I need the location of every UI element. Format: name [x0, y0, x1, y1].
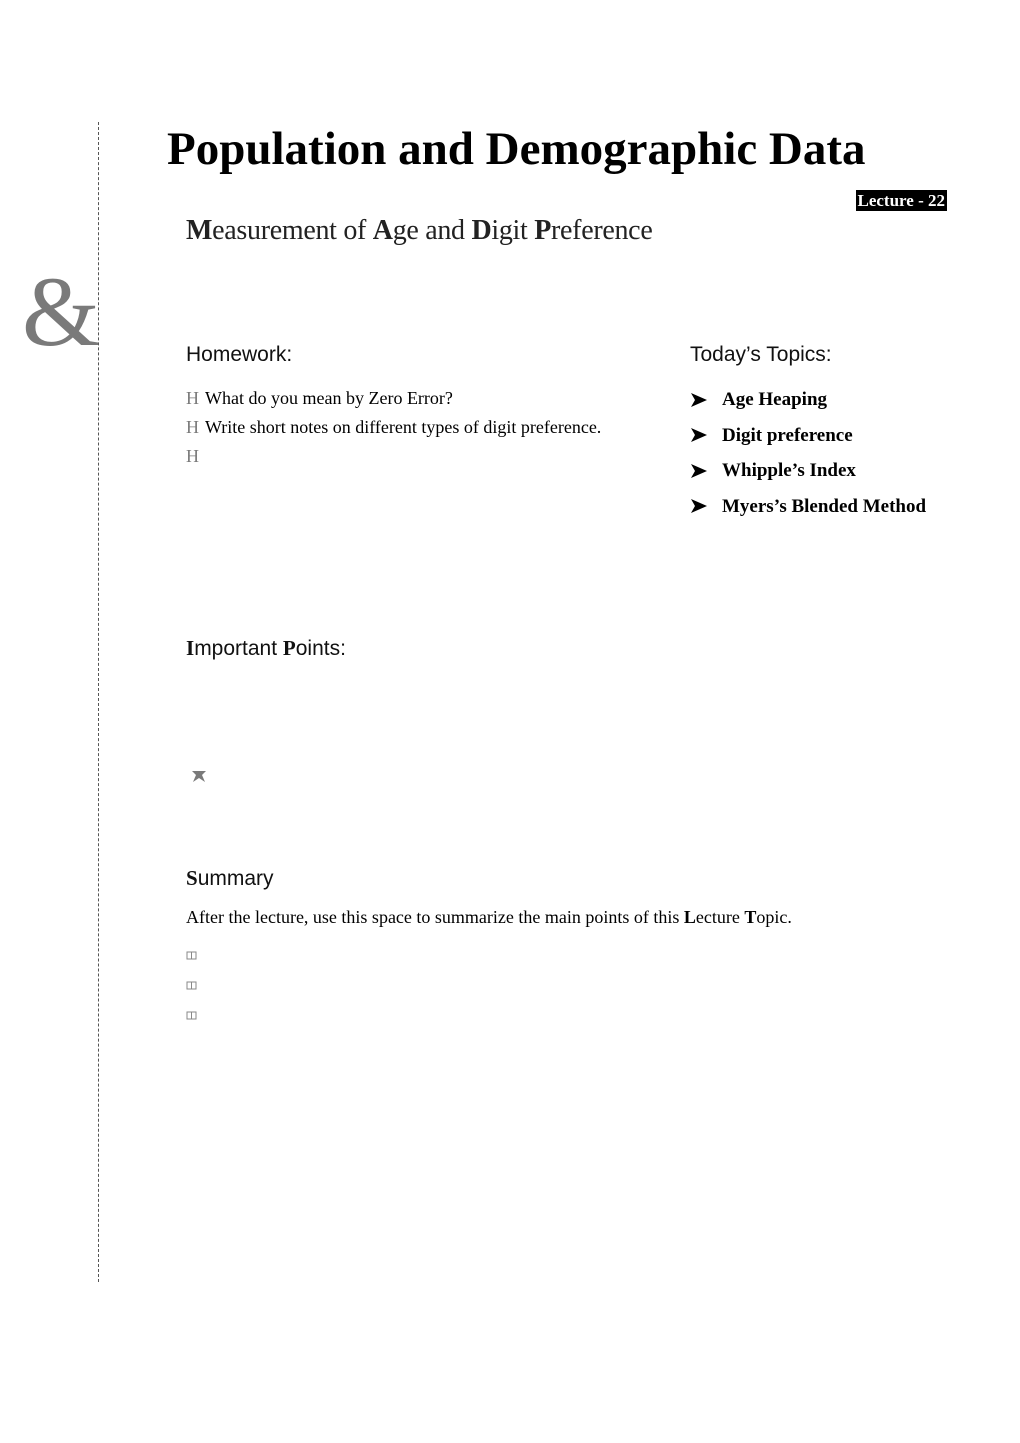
topic-item-text: Myers’s Blended Method: [722, 495, 927, 517]
homework-list: [186, 384, 601, 471]
heading-text: mportant: [194, 637, 283, 660]
homework-heading: [186, 343, 292, 367]
homework-item: [186, 384, 601, 413]
homework-marker-icon: H: [186, 446, 199, 466]
summary-bullet: [186, 972, 197, 1002]
homework-item: [186, 413, 601, 442]
todays-topics-heading-text: Today’s Topics:: [690, 343, 832, 366]
topic-item-text: Age Heaping: [722, 389, 828, 410]
summary-cap: T: [744, 907, 757, 927]
subtitle-text: easurement of: [212, 215, 373, 246]
small-book-icon: [186, 951, 197, 960]
topics-list: [690, 382, 926, 524]
subtitle-cap: M: [186, 215, 213, 246]
heading-text: ummary: [197, 867, 274, 890]
summary-bullet: [186, 942, 197, 972]
topic-item: [690, 453, 926, 489]
subtitle-text: ge and: [392, 215, 472, 246]
important-points-heading: [186, 636, 346, 661]
subtitle-cap: A: [372, 215, 393, 246]
summary-cap: L: [683, 907, 696, 927]
lecture-number-badge: Lecture - 22: [857, 191, 945, 210]
summary-text: ecture: [695, 907, 745, 927]
summary-text: opic.: [756, 907, 792, 927]
homework-item-text: What do you mean by Zero Error?: [205, 388, 453, 408]
topic-item-text: Whipple’s Index: [722, 460, 856, 481]
heading-cap: P: [282, 636, 296, 660]
summary-heading: [186, 866, 274, 891]
heading-text: oints:: [295, 637, 346, 660]
arrow-bullet-icon: [690, 392, 708, 408]
page-title: Population and Demographic Data: [167, 123, 866, 175]
small-book-icon: [186, 1011, 197, 1020]
lecture-subtitle: [186, 213, 652, 248]
summary-bullet: [186, 1002, 197, 1032]
small-book-icon: [186, 981, 197, 990]
summary-text: After the lecture, use this space to summarize the main points of this: [186, 907, 684, 927]
heading-cap: I: [186, 636, 195, 660]
todays-topics-heading: [690, 343, 832, 367]
topic-item: [690, 382, 926, 418]
homework-item: [186, 442, 601, 471]
topic-item-text: Digit preference: [722, 424, 853, 446]
ampersand-decoration: &: [22, 256, 100, 367]
homework-marker-icon: H: [186, 388, 199, 408]
arrow-bullet-icon: [690, 427, 708, 443]
arrow-bullet-icon: [690, 463, 708, 479]
subtitle-cap: P: [534, 215, 552, 246]
subtitle-text: igit: [491, 215, 535, 246]
subtitle-text: reference: [551, 215, 653, 246]
heading-cap: S: [186, 866, 198, 890]
homework-marker-icon: H: [186, 417, 199, 437]
subtitle-cap: D: [471, 215, 492, 246]
pin-icon: [191, 769, 207, 783]
summary-instructions: [186, 905, 792, 929]
arrow-bullet-icon: [690, 498, 708, 514]
homework-item-text: Write short notes on different types of digit preference.: [205, 417, 602, 437]
homework-heading-text: Homework:: [186, 343, 293, 366]
topic-item: [690, 489, 926, 525]
summary-bullet-list: [186, 942, 197, 1032]
topic-item: [690, 418, 926, 454]
